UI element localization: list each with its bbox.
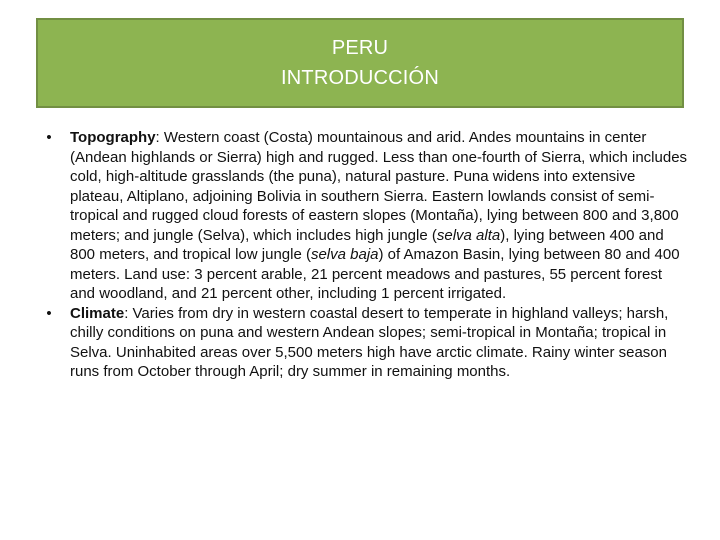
bullet-text-climate: Varies from dry in western coastal desert to temperate in highland valleys; harsh, chilly conditions on puna and western Andean slopes; semi-tropical in Montaña; tropical in Selva. Uninhabited areas over 5,500 meters high have arctic climate. Rainy winter season runs from October through April; dry summer in remaining months. xyxy=(70,304,669,380)
content-bullet-list xyxy=(36,128,688,382)
bullet-separator: : xyxy=(124,304,133,322)
bullet-dot-icon: • xyxy=(46,129,52,146)
bullet-text-topography-a: Western coast (Costa) mountainous and arid. Andes mountains in center (Andean highlands or Sierra) high and rugged. Less than one-fourth of Sierra, which includes cold, high-altitude grasslands (the puna), natural pasture. Puna widens into extensive plateau, Altiplano, adjoining Bolivia in southern Sierra. Eastern lowlands consist of semi-tropical and rugged cloud forests of eastern slopes (Montaña), lying between 800 and 3,800 meters; and jungle (Selva), which includes high jungle ( xyxy=(70,129,688,244)
bullet-dot-icon: • xyxy=(46,304,52,322)
bullet-emphasis-selva-baja: selva baja xyxy=(310,246,379,263)
slide-title-line-1: PERU xyxy=(331,37,389,59)
bullet-climate xyxy=(36,304,688,382)
bullet-term-climate: Climate xyxy=(70,304,125,322)
bullet-term-topography: Topography xyxy=(70,129,156,146)
bullet-text-topography-b: ), lying between 400 and 800 meters, and tropical low jungle ( xyxy=(70,226,664,263)
slide-title-box xyxy=(36,18,684,108)
bullet-separator: : xyxy=(155,129,164,146)
bullet-text-topography-c: ) of Amazon Basin, lying between 80 and 400 meters. Land use: 3 percent arable, 21 percent meadows and pastures, 55 percent forest and woodland, and 21 percent other, including 1 percent irrigated. xyxy=(70,246,680,302)
bullet-topography xyxy=(36,128,688,304)
bullet-emphasis-selva-alta: selva alta xyxy=(436,226,501,244)
slide-title-line-2: INTRODUCCIÓN xyxy=(281,67,439,89)
